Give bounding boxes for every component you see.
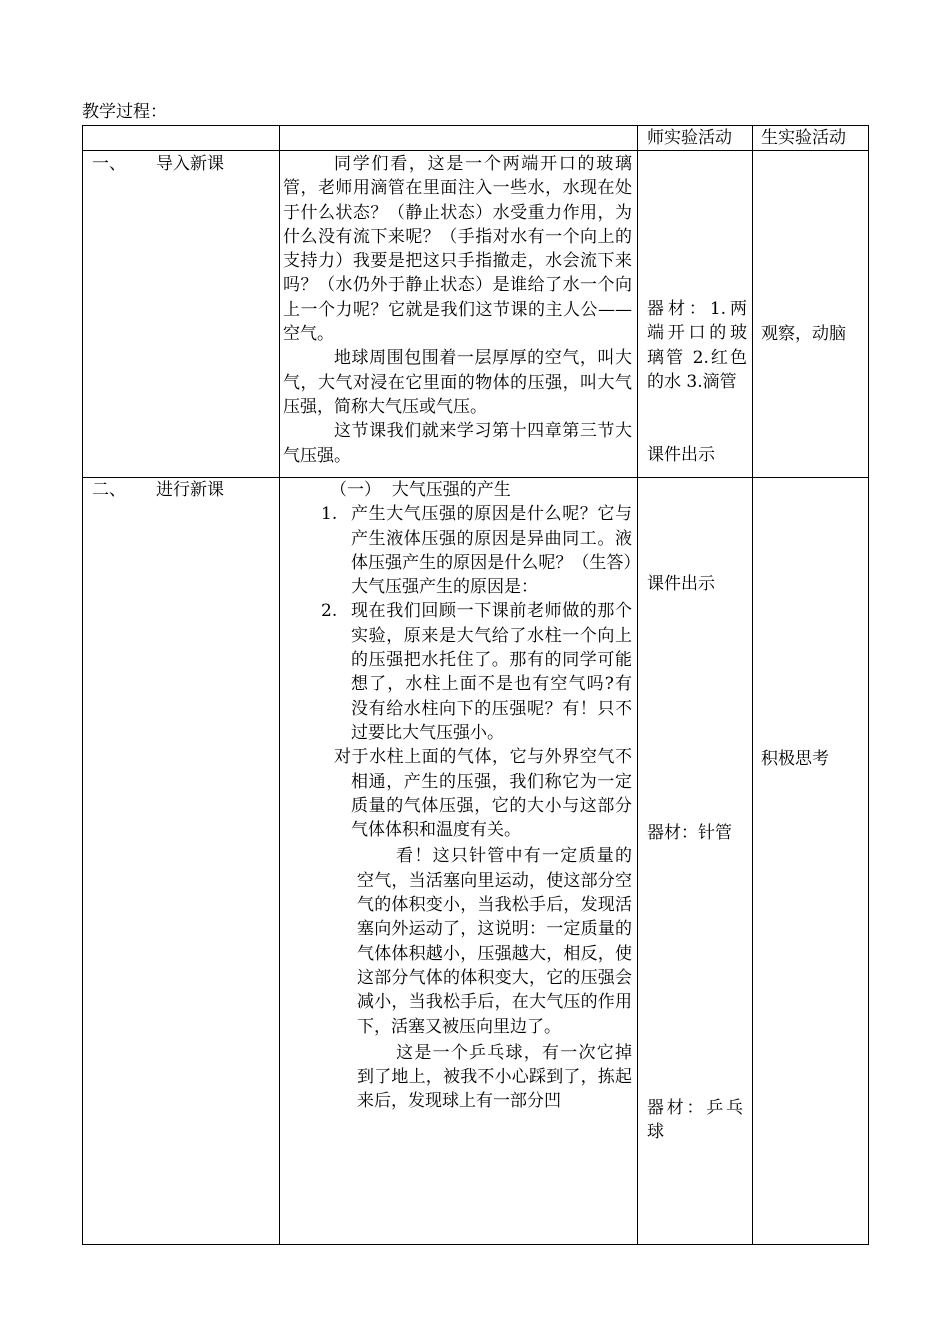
student-activity-new-lesson — [753, 478, 869, 1245]
header-cell-student-activity: 生实验活动 — [753, 126, 869, 151]
list-number: 2. — [321, 601, 338, 622]
teacher-equipment-note: 器材：乒乓球 — [647, 1097, 743, 1142]
list-number: 1. — [321, 504, 338, 525]
list-item — [283, 502, 632, 599]
student-activity-note: 观察，动脑 — [761, 324, 846, 344]
teacher-equipment-note: 器材：针管 — [647, 823, 732, 844]
teacher-activity-intro — [638, 151, 753, 478]
section-content-intro — [280, 151, 638, 478]
section-content-new-lesson — [280, 478, 638, 1245]
numbered-list — [283, 502, 632, 745]
lesson-process-table — [82, 125, 869, 1245]
list-text: 产生大气压强的原因是什么呢？它与产生液体压强的原因是异曲同工。液体压强产生的原因是什么呢？（生答）大气压强产生的原因是： — [351, 504, 632, 598]
header-cell-content — [280, 126, 638, 151]
section-label-intro — [83, 151, 280, 478]
teacher-equipment-note: 器材：1.两端开口的玻璃管 2.红色的水 3.滴管 — [647, 299, 747, 392]
section-number: 一、 — [92, 154, 126, 174]
teacher-courseware-note: 课件出示 — [647, 574, 715, 594]
paragraph: 看！这只针管中有一定质量的空气，当活塞向里运动，使这部分空气的体积变小，当我松手后，发现活塞向外运动了，这说明：一定质量的气体体积越小，压强越大，相反，使这部分气体的体积变大，它的压强会减小，当我松手后，在大气压的作用下，活塞又被压向里边了。 — [357, 846, 632, 1037]
section-label-new-lesson — [83, 478, 280, 1245]
paragraph: 这是一个乒乓球，有一次它掉到了地上，被我不小心踩到了，拣起来后，发现球上有一部分凹 — [357, 1042, 632, 1112]
student-activity-intro — [753, 151, 869, 478]
section-title: 导入新课 — [156, 154, 224, 174]
page-heading: 教学过程： — [82, 102, 167, 122]
teacher-activity-new-lesson — [638, 478, 753, 1245]
header-cell-teacher-activity: 师实验活动 — [638, 126, 753, 151]
section-title: 进行新课 — [156, 480, 224, 500]
paragraph: 地球周围包围着一层厚厚的空气，叫大气，大气对浸在它里面的物体的压强，叫大气压强，简称大气压或气压。 — [283, 348, 632, 417]
list-text: 现在我们回顾一下课前老师做的那个实验，原来是大气给了水柱一个向上的压强把水托住了。那有的同学可能想了，水柱上面不是也有空气吗?有没有给水柱向下的压强呢？有！只不过要比大气压强小。 — [351, 601, 632, 743]
paragraph: 对于水柱上面的气体，它与外界空气不相通，产生的压强，我们称它为一定质量的气体压强，它的大小与这部分气体体积和温度有关。 — [334, 747, 632, 841]
paragraph: 同学们看，这是一个两端开口的玻璃管，老师用滴管在里面注入一些水，水现在处于什么状态？（静止状态）水受重力作用，为什么没有流下来呢？（手指对水有一个向上的支持力）我要是把这只手指撤走，水会流下来吗？（水仍外于静止状态）是谁给了水一个向上一个力呢？它就是我们这节课的主人公——空气。 — [283, 154, 632, 345]
teacher-courseware-note: 课件出示 — [647, 445, 715, 466]
subheading: （一） 大气压强的产生 — [330, 480, 511, 500]
section-number: 二、 — [92, 480, 126, 500]
list-item — [283, 599, 632, 745]
student-activity-note: 积极思考 — [761, 749, 829, 769]
header-cell-section — [83, 126, 280, 151]
paragraph: 这节课我们就来学习第十四章第三节大气压强。 — [283, 421, 632, 466]
